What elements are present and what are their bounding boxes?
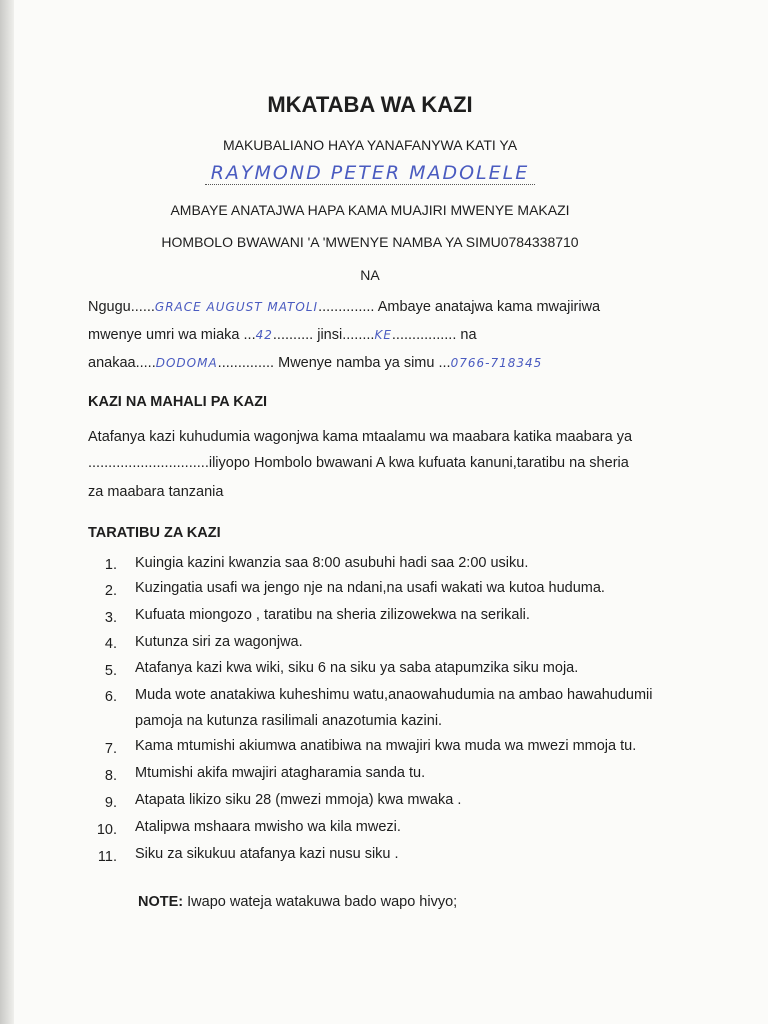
employer-name-field	[0, 162, 740, 184]
list-item: Atapata likizo siku 28 (mwezi mmoja) kwa mwaka .	[135, 792, 462, 808]
employer-name: RAYMOND PETER MADOLELE	[205, 162, 536, 185]
na-label: na	[460, 327, 477, 343]
list-item: Siku za sikukuu atafanya kazi nusu siku .	[135, 846, 399, 862]
list-number: 4.	[104, 636, 117, 652]
list-number: 6.	[104, 689, 117, 705]
list-item: Kuzingatia usafi wa jengo nje na ndani,na usafi wakati wa kutoa huduma.	[135, 580, 605, 596]
list-item-continuation: pamoja na kutunza rasilimali anazotumia kazini.	[135, 713, 443, 729]
list-item: Kufuata miongozo , taratibu na sheria zilizowekwa na serikali.	[135, 607, 530, 623]
ngugu-label: Ngugu	[88, 299, 131, 315]
list-number: 11.	[97, 849, 117, 865]
employee-name-line: Ngugu......GRACE AUGUST MATOLI.............. Ambaye anatajwa kama mwajiriwa	[88, 299, 601, 315]
section-heading-rules: TARATIBU ZA KAZI	[88, 525, 221, 541]
work-line-2: ..............................iliyopo Hombolo bwawani A kwa kufuata kanuni,taratibu na sheria	[88, 455, 629, 471]
na-separator: NA	[360, 267, 380, 283]
list-item: Muda wote anatakiwa kuheshimu watu,anaowahudumia na ambao hawahudumii	[135, 687, 653, 703]
section-heading-work: KAZI NA MAHALI PA KAZI	[88, 394, 268, 410]
employee-residence-line: anakaa.....DODOMA.............. Mwenye namba ya simu ...0766-718345	[88, 355, 543, 371]
employee-name: GRACE AUGUST MATOLI	[154, 300, 319, 314]
list-item: Atalipwa mshaara mwisho wa kila mwezi.	[135, 819, 401, 835]
document-title: MKATABA WA KAZI	[267, 92, 473, 117]
list-item: Kama mtumishi akiumwa anatibiwa na mwajiri kwa muda wa mwezi mmoja tu.	[135, 738, 637, 754]
employee-residence: DODOMA	[155, 356, 218, 370]
ngugu-suffix: Ambaye anatajwa kama mwajiriwa	[377, 299, 601, 315]
employee-age: 42	[255, 328, 273, 342]
list-number: 7.	[104, 741, 117, 757]
list-number: 10.	[96, 822, 117, 838]
scan-edge	[0, 0, 14, 1024]
list-item: Kuingia kazini kwanzia saa 8:00 asubuhi hadi saa 2:00 usiku.	[135, 555, 529, 571]
list-item: Atafanya kazi kwa wiki, siku 6 na siku ya saba atapumzika siku moja.	[135, 660, 579, 676]
list-number: 2.	[104, 583, 117, 599]
list-number: 1.	[104, 557, 117, 573]
employer-line-2: HOMBOLO BWAWANI 'A 'MWENYE NAMBA YA SIMU0784338710	[161, 234, 579, 250]
employee-phone: 0766-718345	[450, 356, 543, 370]
list-number: 9.	[104, 795, 117, 811]
employee-sex: KE	[374, 328, 392, 342]
list-number: 5.	[104, 663, 117, 679]
employer-line-1: AMBAYE ANATAJWA HAPA KAMA MUAJIRI MWENYE MAKAZI	[170, 202, 570, 218]
list-number: 3.	[104, 610, 117, 626]
list-item: Mtumishi akifa mwajiri atagharamia sanda tu.	[135, 765, 426, 781]
list-number: 8.	[104, 768, 117, 784]
sex-label: jinsi	[317, 327, 343, 343]
residence-label: anakaa	[88, 355, 136, 371]
intro-line: MAKUBALIANO HAYA YANAFANYWA KATI YA	[222, 137, 518, 153]
list-item: Kutunza siri za wagonjwa.	[135, 634, 303, 650]
age-label: mwenye umri wa miaka	[88, 327, 240, 343]
phone-label: Mwenye namba ya simu	[278, 355, 435, 371]
note-line	[138, 894, 457, 910]
work-line-3: za maabara tanzania	[88, 484, 224, 500]
note-label: NOTE:	[138, 894, 184, 910]
note-text: Iwapo wateja watakuwa bado wapo hivyo;	[183, 894, 458, 910]
employee-age-line: mwenye umri wa miaka ...42.......... jinsi........KE................ na	[88, 327, 477, 343]
work-line-1: Atafanya kazi kuhudumia wagonjwa kama mtaalamu wa maabara katika maabara ya	[88, 429, 633, 445]
